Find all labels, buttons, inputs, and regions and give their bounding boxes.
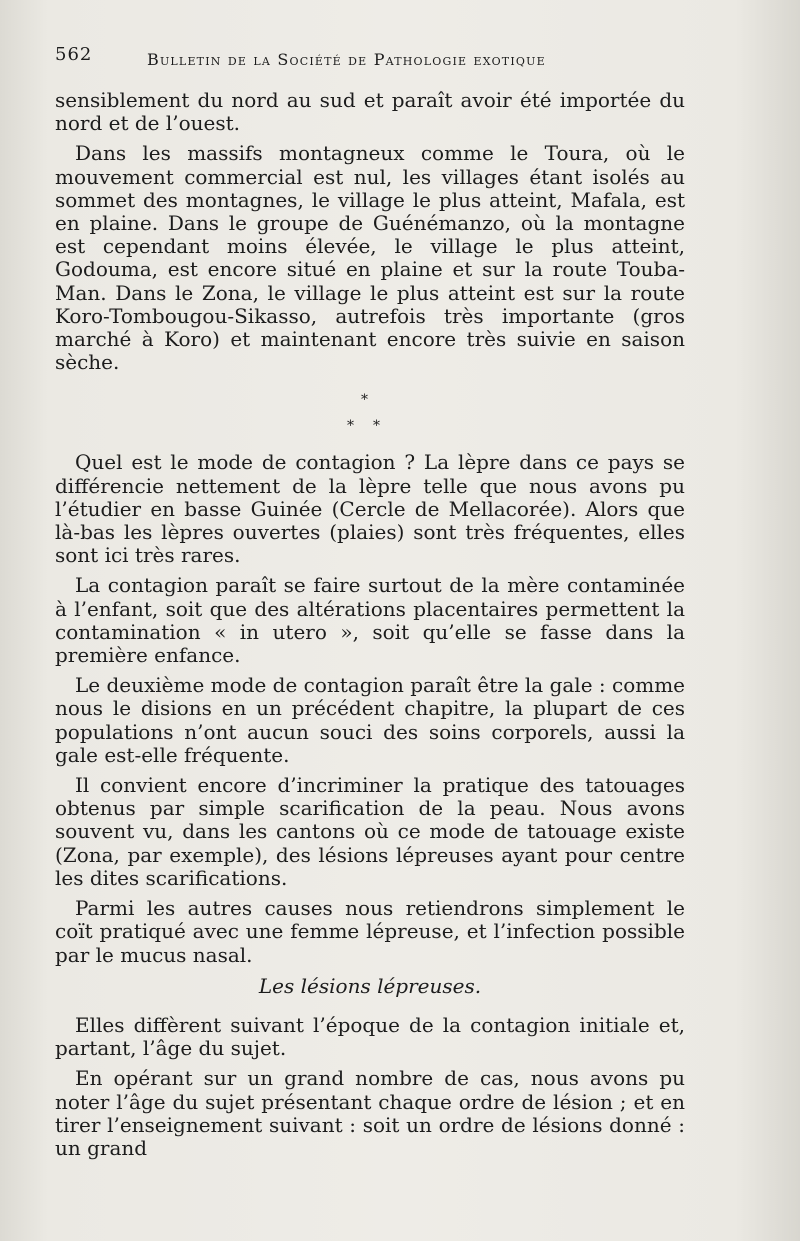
- section-heading: Les lésions lépreuses.: [258, 973, 482, 998]
- paragraph-contagion-mode: Quel est le mode de contagion ? La lèpre dans ce pays se différencie nettement de la lèpre telle que nous avons pu l’étudier en basse Guinée (Cercle de Mellacorée). Alors que là-bas les lèpres ouvertes (plaies) sont très fréquentes, elles sont ici très rares.: [55, 450, 685, 568]
- running-header: [55, 44, 615, 74]
- paragraph-lesions-differ: Elles diffèrent suivant l’époque de la contagion initiale et, partant, l’âge du sujet.: [55, 1012, 685, 1061]
- paragraph-other-causes: Parmi les autres causes nous retiendrons simplement le coït pratiqué avec une femme lépreuse, et l’infection possible par le mucus nasal.: [55, 896, 685, 967]
- article-body: [55, 89, 685, 1167]
- separator-star: *: [373, 418, 380, 435]
- paragraph-mountain-villages: Dans les massifs montagneux comme le Toura, où le mouvement commercial est nul, les villages étant isolés au sommet des montagnes, le village le plus atteint, Mafala, est en plaine. Dans le groupe de Guénémanzo, où la montagne est cependant moins élevée, le village le plus atteint, Godouma, est encore situé en plaine et sur la route Touba-Man. Dans le Zona, le village le plus atteint est sur la route Koro-Tombougou-Sikasso, autrefois très importante (gros marché à Koro) et maintenant encore très suivie en saison sèche.: [55, 141, 685, 375]
- section-separator: [55, 381, 685, 451]
- page-number: 562: [55, 44, 93, 65]
- paragraph-tattoos: Il convient encore d’incriminer la pratique des tatouages obtenus par simple scarification de la peau. Nous avons souvent vu, dans les cantons où ce mode de tatouage existe (Zona, par exemple), des lésions lépreuses ayant pour centre les dites scarifications.: [55, 773, 685, 890]
- journal-title: Bulletin de la Société de Pathologie exotique: [147, 50, 546, 69]
- paragraph-age-study: En opérant sur un grand nombre de cas, nous avons pu noter l’âge du sujet présentant chaque ordre de lésion ; et en tirer l’enseignement suivant : soit un ordre de lésions donné : un grand: [55, 1066, 685, 1160]
- paragraph-mother-child: La contagion paraît se faire surtout de la mère contaminée à l’enfant, soit que des altérations placentaires permettent la contamination « in utero », soit qu’elle se fasse dans la première enfance.: [55, 573, 685, 668]
- separator-star: *: [347, 418, 354, 435]
- paragraph-continuation: sensiblement du nord au sud et paraît avoir été importée du nord et de l’ouest.: [55, 88, 685, 136]
- separator-star: *: [361, 392, 368, 409]
- paragraph-scabies: Le deuxième mode de contagion paraît être la gale : comme nous le disions en un précédent chapitre, la plupart de ces populations n’ont aucun souci des soins corporels, aussi la gale est-elle fréquente.: [55, 673, 685, 767]
